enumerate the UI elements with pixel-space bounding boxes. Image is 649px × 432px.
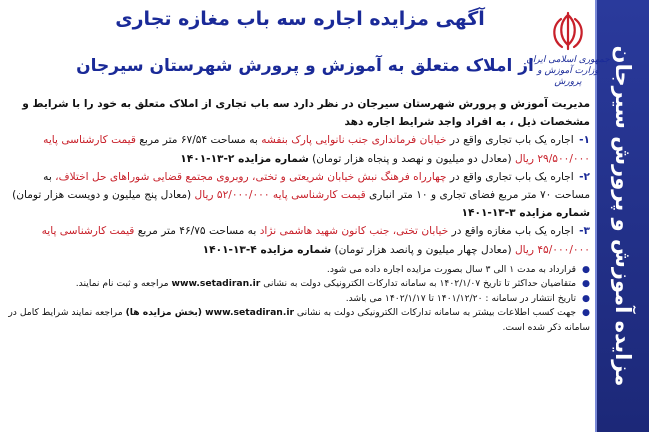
page-title: آگهی مزایده اجاره سه باب مغازه تجاری — [115, 8, 485, 30]
note-item — [8, 277, 590, 292]
side-banner-text: مزایده آموزش و پرورش سیرجان — [611, 45, 635, 387]
note-text-end: مراجعه و ثبت نام نمایند. — [75, 278, 169, 290]
bullet-icon: ● — [581, 307, 590, 319]
item-number: ۳- — [579, 225, 590, 238]
org-line-country: جمهوری اسلامی ایران — [526, 55, 610, 65]
note-text: جهت کسب اطلاعات بیشتر به سامانه تدارکات الکترونیکی دولت به نشانی — [296, 307, 577, 319]
item-text: اجاره یک باب تجاری واقع در — [449, 134, 574, 147]
page-subtitle: از املاک متعلق به آموزش و پرورش شهرستان سیرجان — [76, 56, 534, 76]
bullet-icon: ● — [581, 292, 590, 304]
note-text: قرارداد به مدت ۱ الی ۳ سال بصورت مزایده اجاره داده می شود. — [326, 263, 577, 275]
item-location: چهارراه فرهنگ نبش خیابان شریعتی و تختی، روبروی مجتمع قضایی شوراهای حل اختلاف، — [55, 170, 447, 183]
item-location: خیابان فرمانداری جنب نانوایی پارک بنفشه — [261, 134, 447, 147]
item-area: به مساحت ۶۷/۵۴ متر مربع — [139, 134, 258, 147]
item-auction-number: شماره مزایده ۴-۱۳-۱۴۰۱ — [202, 243, 332, 256]
item-price: قیمت کارشناسی پایه ۲۹/۵۰۰/۰۰۰ ریال — [43, 134, 590, 165]
item-text: اجاره یک باب تجاری واقع در — [449, 170, 574, 183]
item-1 — [8, 131, 590, 167]
note-text-end: مراجعه نمایند شرایط کامل در سامانه ذکر شده است. — [8, 307, 590, 333]
bullet-icon: ● — [581, 263, 590, 275]
iran-emblem-icon — [543, 9, 593, 53]
item-3 — [8, 222, 590, 258]
note-text: متقاضیان حداکثر تا تاریخ ۱۴۰۲/۱/۰۷ به سامانه تدارکات الکترونیکی دولت به نشانی — [263, 278, 577, 290]
item-area: به مساحت ۷۰ متر مربع فضای تجاری و ۱۰ متر انباری — [43, 170, 590, 202]
item-2 — [8, 168, 590, 223]
item-price-words: (معادل دو میلیون و نهصد و پنجاه هزار تومان) — [312, 152, 512, 165]
setadiran-link[interactable]: www.setadiran.ir — [171, 278, 261, 290]
note-item — [8, 292, 590, 307]
organization-name — [523, 55, 613, 88]
item-price: قیمت کارشناسی پایه ۴۵/۰۰۰/۰۰۰ ریال — [41, 225, 590, 256]
notes-list — [8, 263, 590, 336]
item-price-words: (معادل پنج میلیون و دویست هزار تومان) — [12, 189, 192, 202]
item-area: به مساحت ۴۶/۷۵ متر مربع — [137, 225, 257, 238]
org-line-ministry: وزارت آموزش و پرورش — [537, 66, 599, 87]
intro-paragraph: مدیریت آموزش و پرورش شهرستان سیرجان در نظر دارد سه باب تجاری از املاک متعلق به خود را با شرایط و مشخصات ذیل ، به افراد واجد شرایط اجاره دهد — [22, 98, 590, 129]
item-price: قیمت کارشناسی پایه ۵۲/۰۰۰/۰۰۰ ریال — [194, 189, 366, 202]
note-text: تاریخ انتشار در سامانه : ۱۴۰۱/۱۲/۲۰ تا ۱۴۰۲/۱/۱۷ می باشد. — [345, 292, 577, 304]
setadiran-link[interactable]: www.setadiran.ir (بخش مزایده ها) — [125, 307, 294, 319]
note-item — [8, 306, 590, 335]
item-auction-number: شماره مزایده ۲-۱۳-۱۴۰۱ — [180, 152, 309, 165]
announcement-body — [8, 95, 590, 335]
item-text: اجاره یک باب مغازه واقع در — [451, 225, 574, 238]
item-number: ۲- — [579, 170, 590, 183]
item-auction-number: شماره مزایده ۳-۱۳-۱۴۰۱ — [461, 207, 590, 220]
item-location: خیابان تختی، جنب کانون شهید هاشمی نژاد — [259, 225, 449, 238]
item-number: ۱- — [579, 134, 590, 147]
bullet-icon: ● — [581, 278, 590, 290]
item-price-words: (معادل چهار میلیون و پانصد هزار تومان) — [334, 243, 512, 256]
note-item — [8, 263, 590, 278]
